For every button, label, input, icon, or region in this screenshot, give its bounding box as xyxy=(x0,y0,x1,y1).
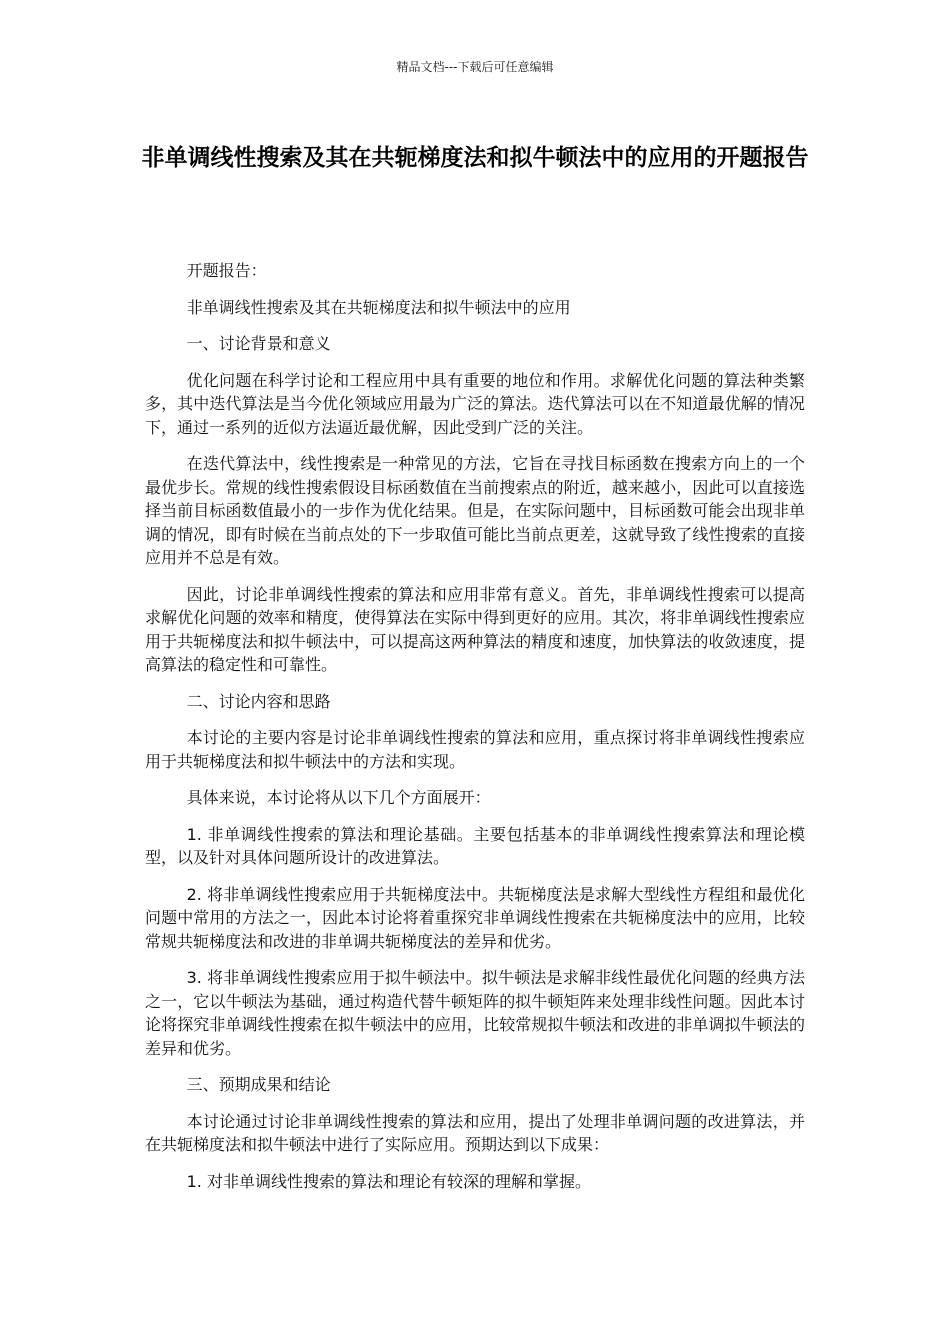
section-heading-background: 一、讨论背景和意义 xyxy=(186,334,331,353)
paragraph-background-3: 因此，讨论非单调线性搜索的算法和应用非常有意义。首先，非单调线性搜索可以提高求解优化问题的效率和精度，使得算法在实际中得到更好的应用。其次，将非单调线性搜索应用于共轭梯度法和拟牛顿法中，可以提高这两种算法的精度和速度，加快算法的收敛速度，提高算法的稳定性和可靠性。 xyxy=(145,584,805,674)
document-title: 非单调线性搜索及其在共轭梯度法和拟牛顿法中的应用的开题报告 xyxy=(141,145,809,171)
paragraph-background-2: 在迭代算法中，线性搜索是一种常见的方法，它旨在寻找目标函数在搜索方向上的一个最优步长。常规的线性搜索假设目标函数值在当前搜索点的附近，越来越小，因此可以直接选择当前目标函数值最小的一步作为优化结果。但是，在实际问题中，目标函数可能会出现非单调的情况，即有时候在当前点处的下一步取值可能比当前点更差，这就导致了线性搜索的直接应用并不总是有效。 xyxy=(145,454,805,567)
header-note: 精品文档---下载后可任意编辑 xyxy=(396,60,554,74)
list-item-1: 1. 非单调线性搜索的算法和理论基础。主要包括基本的非单调线性搜索算法和理论模型，以及针对具体问题所设计的改进算法。 xyxy=(145,824,805,867)
paragraph-content-2: 具体来说，本讨论将从以下几个方面展开： xyxy=(186,788,491,807)
paragraph-topic: 非单调线性搜索及其在共轭梯度法和拟牛顿法中的应用 xyxy=(186,297,571,317)
document-body xyxy=(145,259,805,1206)
paragraph-background-1: 优化问题在科学讨论和工程应用中具有重要的地位和作用。求解优化问题的算法种类繁多，其中迭代算法是当今优化领域应用最为广泛的算法。迭代算法可以在不知道最优解的情况下，通过一系列的近似方法逼近最优解，因此受到广泛的关注。 xyxy=(145,370,805,437)
paragraph-report-label: 开题报告： xyxy=(186,261,267,280)
paragraph-results-1: 本讨论通过讨论非单调线性搜索的算法和应用，提出了处理非单调问题的改进算法，并在共轭梯度法和拟牛顿法中进行了实际应用。预期达到以下成果： xyxy=(145,1111,805,1154)
paragraph-content-1: 本讨论的主要内容是讨论非单调线性搜索的算法和应用，重点探讨将非单调线性搜索应用于共轭梯度法和拟牛顿法中的方法和实现。 xyxy=(145,728,805,771)
list-item-2: 2. 将非单调线性搜索应用于共轭梯度法中。共轭梯度法是求解大型线性方程组和最优化问题中常用的方法之一，因此本讨论将着重探究非单调线性搜索在共轭梯度法中的应用，比较常规共轭梯度法和改进的非单调共轭梯度法的差异和优劣。 xyxy=(145,884,805,951)
results-item-1: 1. 对非单调线性搜索的算法和理论有较深的理解和掌握。 xyxy=(186,1171,591,1191)
section-heading-results: 三、预期成果和结论 xyxy=(186,1075,331,1094)
section-heading-content: 二、讨论内容和思路 xyxy=(186,691,331,711)
list-item-3: 3. 将非单调线性搜索应用于拟牛顿法中。拟牛顿法是求解非线性最优化问题的经典方法之一，它以牛顿法为基础，通过构造代替牛顿矩阵的拟牛顿矩阵来处理非线性问题。因此本讨论将探究非单调线性搜索在拟牛顿法中的应用，比较常规拟牛顿法和改进的非单调拟牛顿法的差异和优劣。 xyxy=(145,968,805,1058)
